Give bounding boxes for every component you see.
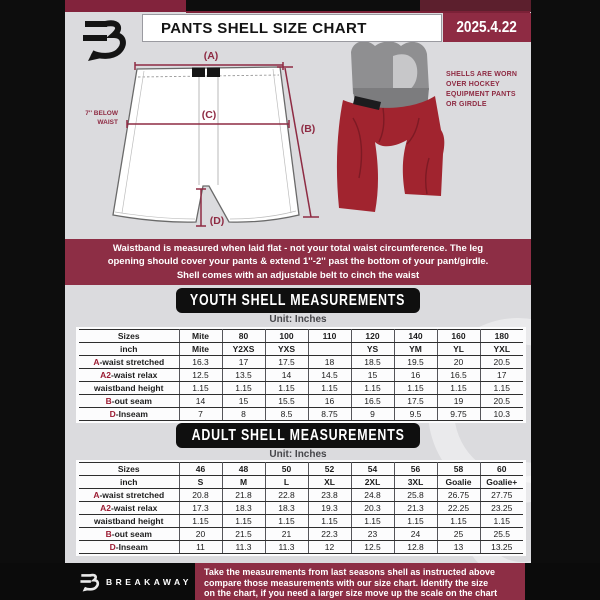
value-cell: 1.15: [394, 515, 437, 528]
table-row: [79, 528, 523, 541]
youth-table: [79, 329, 523, 421]
breakaway-wordmark: BREAKAWAY: [106, 577, 192, 587]
value-cell: 13.5: [222, 369, 265, 382]
value-cell: 1.15: [222, 382, 265, 395]
value-cell: XL: [308, 476, 351, 489]
value-cell: 1.15: [265, 515, 308, 528]
value-cell: 7: [179, 408, 222, 421]
value-cell: 8.5: [265, 408, 308, 421]
row-label: B-out seam: [79, 395, 179, 408]
table-row: [79, 330, 523, 343]
waist-note-line2: WAIST: [97, 119, 118, 126]
adult-section-title: ADULT SHELL MEASUREMENTS: [176, 423, 420, 448]
label-b: (B): [300, 123, 316, 135]
value-cell: 24: [394, 528, 437, 541]
value-cell: 23.25: [480, 502, 523, 515]
value-cell: 23: [351, 528, 394, 541]
value-cell: 17: [222, 356, 265, 369]
value-cell: 1.15: [308, 382, 351, 395]
value-cell: 60: [480, 463, 523, 476]
value-cell: 21.8: [222, 489, 265, 502]
value-cell: 18.3: [222, 502, 265, 515]
label-a: (A): [203, 50, 219, 62]
value-cell: YXS: [265, 343, 308, 356]
value-cell: 10.3: [480, 408, 523, 421]
table-row: [79, 369, 523, 382]
value-cell: 19: [437, 395, 480, 408]
value-cell: 9.75: [437, 408, 480, 421]
value-cell: 14: [265, 369, 308, 382]
right-frame-bar: [531, 0, 600, 600]
value-cell: 1.15: [480, 382, 523, 395]
table-row: [79, 408, 523, 421]
table-row: [79, 476, 523, 489]
table-row: [79, 489, 523, 502]
value-cell: 14: [179, 395, 222, 408]
value-cell: 25.8: [394, 489, 437, 502]
banner-line: Waistband is measured when laid flat - not your total waist circumference. The leg: [112, 242, 484, 254]
youth-section-title: YOUTH SHELL MEASUREMENTS: [176, 288, 420, 313]
value-cell: 17.5: [394, 395, 437, 408]
table-row: [79, 515, 523, 528]
value-cell: 52: [308, 463, 351, 476]
value-cell: 9.5: [394, 408, 437, 421]
value-cell: 26.75: [437, 489, 480, 502]
row-label: A-waist stretched: [79, 489, 179, 502]
value-cell: 120: [351, 330, 394, 343]
row-label: A-waist stretched: [79, 356, 179, 369]
value-cell: 16.3: [179, 356, 222, 369]
value-cell: 21.5: [222, 528, 265, 541]
value-cell: Goalie: [437, 476, 480, 489]
value-cell: YXL: [480, 343, 523, 356]
value-cell: 17.3: [179, 502, 222, 515]
value-cell: 20: [179, 528, 222, 541]
footer: [0, 563, 600, 600]
value-cell: 13: [437, 541, 480, 554]
value-cell: 160: [437, 330, 480, 343]
value-cell: Goalie+: [480, 476, 523, 489]
value-cell: 16: [394, 369, 437, 382]
table-row: [79, 395, 523, 408]
row-label: A2-waist relax: [79, 502, 179, 515]
value-cell: 1.15: [437, 515, 480, 528]
value-cell: 50: [265, 463, 308, 476]
value-cell: YS: [351, 343, 394, 356]
value-cell: 25.5: [480, 528, 523, 541]
value-cell: 15: [222, 395, 265, 408]
value-cell: 17: [480, 369, 523, 382]
value-cell: 1.15: [437, 382, 480, 395]
adult-unit-label: Unit: Inches: [269, 449, 327, 460]
value-cell: 100: [265, 330, 308, 343]
youth-unit-label: Unit: Inches: [269, 314, 327, 325]
row-label: inch: [79, 476, 179, 489]
value-cell: 20.5: [480, 395, 523, 408]
row-label: B-out seam: [79, 528, 179, 541]
table-row: [79, 541, 523, 554]
value-cell: Y2XS: [222, 343, 265, 356]
value-cell: 24.8: [351, 489, 394, 502]
row-label: waistband height: [79, 382, 179, 395]
hockey-pants-photo: [333, 38, 451, 220]
value-cell: 18.3: [265, 502, 308, 515]
table-row: [79, 343, 523, 356]
date-badge: [443, 13, 531, 42]
breakaway-logo-icon: [82, 14, 128, 62]
value-cell: 20.3: [351, 502, 394, 515]
value-cell: 14.5: [308, 369, 351, 382]
photo-caption: SHELLS ARE WORN OVER HOCKEY EQUIPMENT PANTS OR GIRDLE: [446, 71, 518, 108]
value-cell: S: [179, 476, 222, 489]
row-label: D-Inseam: [79, 541, 179, 554]
value-cell: 12.5: [351, 541, 394, 554]
value-cell: YL: [437, 343, 480, 356]
table-row: [79, 382, 523, 395]
value-cell: 22.8: [265, 489, 308, 502]
value-cell: 48: [222, 463, 265, 476]
date-text: 2025.4.22: [456, 18, 518, 36]
value-cell: 1.15: [351, 382, 394, 395]
value-cell: 23.8: [308, 489, 351, 502]
adult-table: [79, 462, 523, 554]
table-row: [79, 502, 523, 515]
value-cell: 3XL: [394, 476, 437, 489]
label-d: (D): [209, 215, 225, 227]
value-cell: 1.15: [222, 515, 265, 528]
shell-shorts-shape: [337, 96, 444, 212]
value-cell: 54: [351, 463, 394, 476]
value-cell: 56: [394, 463, 437, 476]
value-cell: 1.15: [351, 515, 394, 528]
value-cell: 9: [351, 408, 394, 421]
value-cell: 1.15: [179, 515, 222, 528]
row-label: Sizes: [79, 330, 179, 343]
value-cell: 12.8: [394, 541, 437, 554]
value-cell: 8: [222, 408, 265, 421]
value-cell: 20.5: [480, 356, 523, 369]
value-cell: 18.5: [351, 356, 394, 369]
value-cell: 19.3: [308, 502, 351, 515]
value-cell: M: [222, 476, 265, 489]
value-cell: 17.5: [265, 356, 308, 369]
value-cell: 58: [437, 463, 480, 476]
value-cell: 80: [222, 330, 265, 343]
value-cell: 16: [308, 395, 351, 408]
row-label: waistband height: [79, 515, 179, 528]
value-cell: 1.15: [179, 382, 222, 395]
value-cell: 16.5: [351, 395, 394, 408]
info-banner: [65, 239, 531, 285]
value-cell: 27.75: [480, 489, 523, 502]
value-cell: 11.3: [265, 541, 308, 554]
value-cell: 22.25: [437, 502, 480, 515]
value-cell: Mite: [179, 330, 222, 343]
value-cell: 12.5: [179, 369, 222, 382]
page-title: PANTS SHELL SIZE CHART: [161, 19, 367, 37]
value-cell: 1.15: [394, 382, 437, 395]
value-cell: 20: [437, 356, 480, 369]
table-row: [79, 356, 523, 369]
label-c: (C): [201, 109, 217, 121]
value-cell: 15: [351, 369, 394, 382]
row-label: D-Inseam: [79, 408, 179, 421]
footer-note: Take the measurements from last seasons shell as instructed above compare those measurements with our size chart. Identify the size on the chart, if you need a larger size move up the scale on the chart: [195, 563, 525, 600]
row-label: inch: [79, 343, 179, 356]
value-cell: 1.15: [480, 515, 523, 528]
value-cell: 13.25: [480, 541, 523, 554]
banner-line: opening should cover your pants & extend 1''-2'' past the bottom of your pant/girdle.: [107, 256, 489, 268]
value-cell: 11.3: [222, 541, 265, 554]
value-cell: 12: [308, 541, 351, 554]
pants-diagram: [80, 45, 330, 237]
value-cell: 21.3: [394, 502, 437, 515]
table-row: [79, 463, 523, 476]
banner-line: Shell comes with an adjustable belt to cinch the waist: [176, 269, 420, 281]
value-cell: 19.5: [394, 356, 437, 369]
value-cell: YM: [394, 343, 437, 356]
value-cell: 140: [394, 330, 437, 343]
value-cell: 20.8: [179, 489, 222, 502]
value-cell: 8.75: [308, 408, 351, 421]
value-cell: 11: [179, 541, 222, 554]
breakaway-footer-logo-icon: [80, 570, 100, 593]
value-cell: 1.15: [265, 382, 308, 395]
value-cell: [308, 343, 351, 356]
value-cell: 110: [308, 330, 351, 343]
top-accent-left: [65, 0, 186, 12]
value-cell: 22.3: [308, 528, 351, 541]
value-cell: 18: [308, 356, 351, 369]
value-cell: 16.5: [437, 369, 480, 382]
value-cell: 21: [265, 528, 308, 541]
value-cell: L: [265, 476, 308, 489]
value-cell: 46: [179, 463, 222, 476]
page-title-box: [142, 14, 442, 42]
value-cell: 15.5: [265, 395, 308, 408]
row-label: Sizes: [79, 463, 179, 476]
value-cell: 1.15: [308, 515, 351, 528]
value-cell: 25: [437, 528, 480, 541]
value-cell: Mite: [179, 343, 222, 356]
value-cell: 2XL: [351, 476, 394, 489]
belt-buckle: [192, 68, 205, 78]
row-label: A2-waist relax: [79, 369, 179, 382]
waist-note-line1: 7'' BELOW: [85, 110, 118, 117]
value-cell: 180: [480, 330, 523, 343]
